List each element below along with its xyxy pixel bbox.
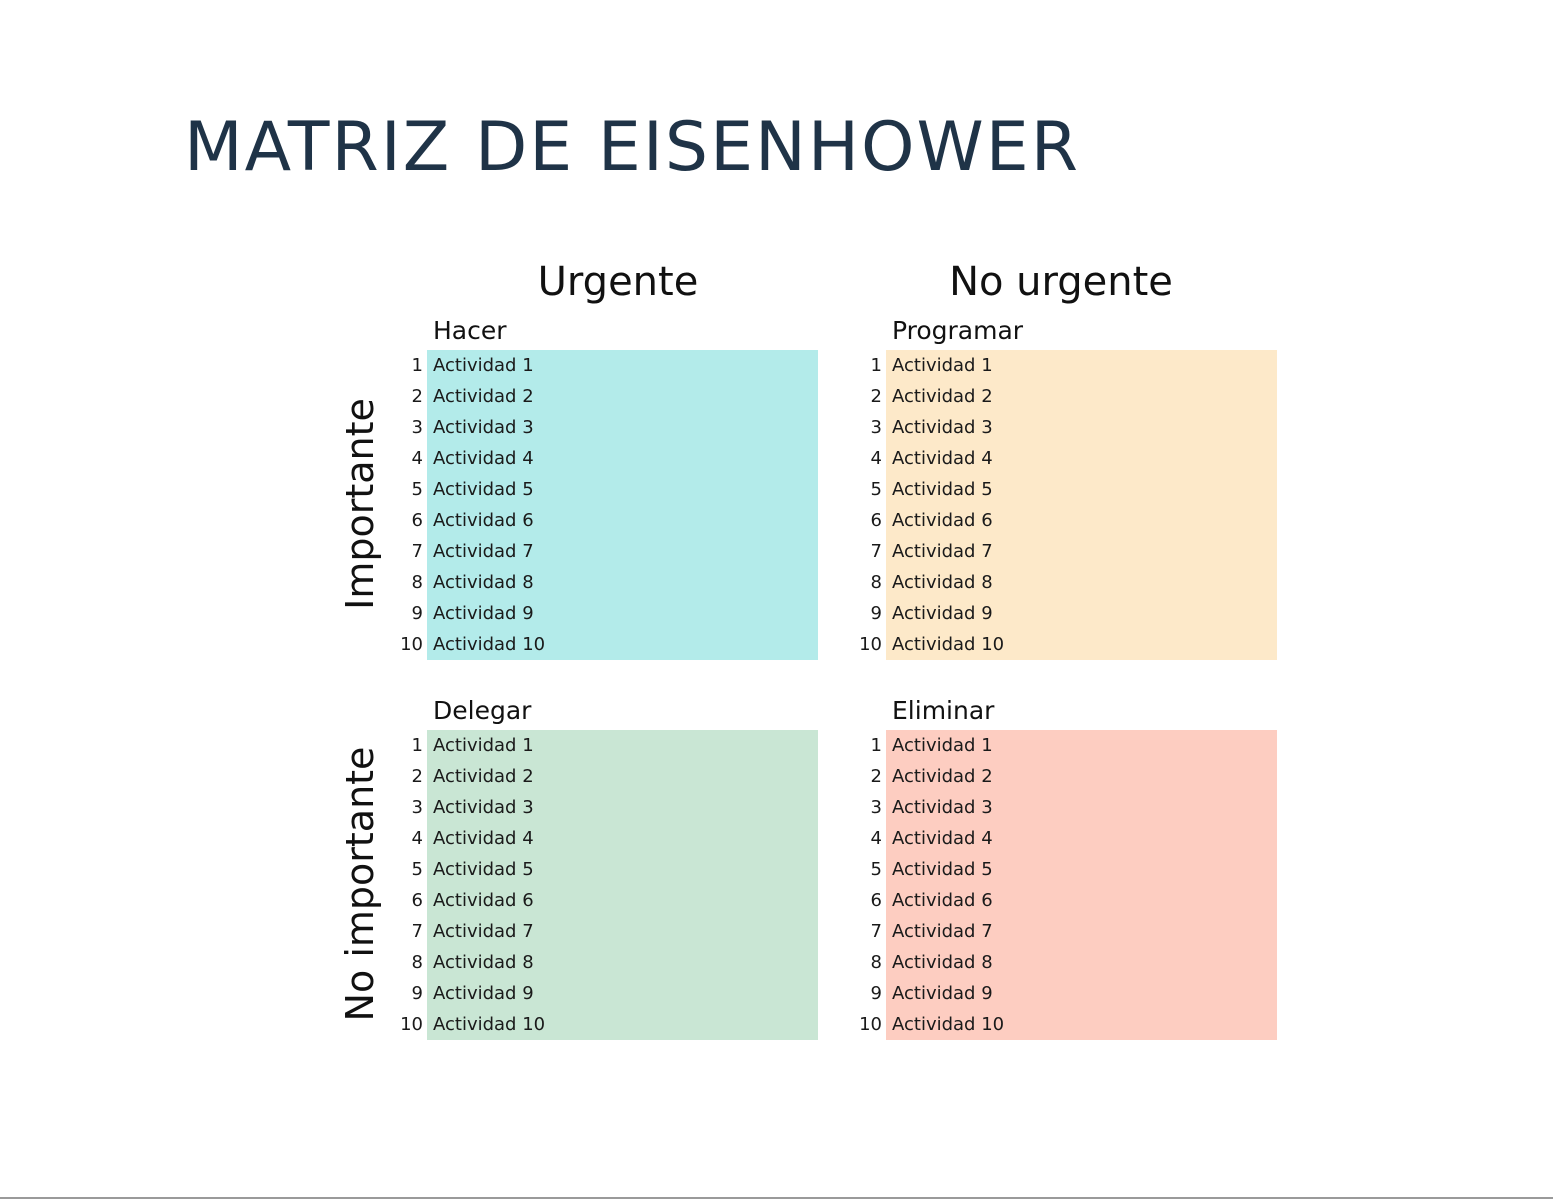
activity-text: Actividad 3 — [433, 417, 534, 438]
activity-text: Actividad 3 — [433, 797, 534, 818]
activity-number: 8 — [411, 952, 423, 973]
activity-text: Actividad 10 — [433, 1014, 546, 1035]
activity-text: Actividad 2 — [433, 386, 534, 407]
activity-text: Actividad 2 — [892, 766, 993, 787]
activity-row — [385, 629, 837, 660]
activity-row — [844, 823, 1296, 854]
activity-row — [385, 823, 837, 854]
activity-row — [844, 916, 1296, 947]
activity-text: Actividad 9 — [892, 603, 993, 624]
activity-text: Actividad 7 — [892, 541, 993, 562]
activity-row — [844, 350, 1296, 381]
activity-number: 8 — [870, 572, 882, 593]
activity-row — [385, 792, 837, 823]
activity-text: Actividad 4 — [433, 448, 534, 469]
activity-number: 8 — [411, 572, 423, 593]
activity-row — [385, 381, 837, 412]
activity-text: Actividad 5 — [433, 859, 534, 880]
activity-row — [385, 567, 837, 598]
activity-list — [385, 730, 837, 1040]
activity-text: Actividad 6 — [892, 890, 993, 911]
activity-text: Actividad 8 — [892, 952, 993, 973]
activity-number: 3 — [411, 797, 423, 818]
quadrant-title: Eliminar — [892, 696, 995, 725]
activity-row — [844, 854, 1296, 885]
page-title: MATRIZ DE EISENHOWER — [184, 108, 1081, 187]
activity-number: 7 — [870, 921, 882, 942]
activity-row — [844, 792, 1296, 823]
activity-number: 1 — [411, 735, 423, 756]
activity-text: Actividad 9 — [433, 983, 534, 1004]
activity-row — [844, 598, 1296, 629]
activity-row — [385, 916, 837, 947]
activity-row — [844, 885, 1296, 916]
quadrant-title: Delegar — [433, 696, 532, 725]
activity-number: 10 — [859, 634, 882, 655]
activity-text: Actividad 5 — [892, 859, 993, 880]
activity-row — [844, 381, 1296, 412]
activity-row — [844, 730, 1296, 761]
activity-text: Actividad 10 — [433, 634, 546, 655]
activity-text: Actividad 3 — [892, 417, 993, 438]
activity-number: 1 — [870, 735, 882, 756]
activity-row — [385, 947, 837, 978]
activity-row — [385, 885, 837, 916]
activity-text: Actividad 1 — [892, 735, 993, 756]
activity-text: Actividad 5 — [433, 479, 534, 500]
activity-text: Actividad 3 — [892, 797, 993, 818]
activity-row — [844, 1009, 1296, 1040]
activity-number: 7 — [870, 541, 882, 562]
activity-text: Actividad 4 — [433, 828, 534, 849]
activity-number: 3 — [411, 417, 423, 438]
activity-number: 2 — [870, 766, 882, 787]
activity-row — [844, 536, 1296, 567]
activity-number: 3 — [870, 417, 882, 438]
activity-row — [844, 505, 1296, 536]
activity-number: 2 — [870, 386, 882, 407]
activity-row — [844, 978, 1296, 1009]
activity-text: Actividad 6 — [433, 510, 534, 531]
activity-row — [844, 947, 1296, 978]
activity-row — [844, 412, 1296, 443]
activity-number: 6 — [411, 890, 423, 911]
row-header-not-important: No importante — [338, 746, 382, 1022]
activity-row — [844, 629, 1296, 660]
activity-number: 4 — [411, 828, 423, 849]
activity-number: 10 — [400, 634, 423, 655]
activity-number: 5 — [870, 859, 882, 880]
quadrant-title: Hacer — [433, 316, 507, 345]
activity-number: 9 — [411, 603, 423, 624]
activity-number: 2 — [411, 766, 423, 787]
activity-number: 2 — [411, 386, 423, 407]
activity-text: Actividad 1 — [433, 735, 534, 756]
activity-text: Actividad 4 — [892, 448, 993, 469]
activity-text: Actividad 9 — [892, 983, 993, 1004]
activity-row — [385, 536, 837, 567]
activity-number: 7 — [411, 541, 423, 562]
activity-text: Actividad 9 — [433, 603, 534, 624]
activity-number: 10 — [859, 1014, 882, 1035]
activity-number: 9 — [411, 983, 423, 1004]
row-header-important: Importante — [338, 398, 382, 610]
activity-list — [385, 350, 837, 660]
column-header-not-urgent: No urgente — [949, 259, 1173, 305]
activity-text: Actividad 1 — [433, 355, 534, 376]
activity-number: 9 — [870, 603, 882, 624]
activity-text: Actividad 2 — [892, 386, 993, 407]
activity-number: 5 — [411, 859, 423, 880]
activity-text: Actividad 1 — [892, 355, 993, 376]
activity-text: Actividad 6 — [433, 890, 534, 911]
activity-text: Actividad 5 — [892, 479, 993, 500]
activity-number: 10 — [400, 1014, 423, 1035]
activity-number: 4 — [870, 448, 882, 469]
activity-number: 5 — [411, 479, 423, 500]
activity-number: 6 — [411, 510, 423, 531]
activity-text: Actividad 7 — [433, 541, 534, 562]
activity-text: Actividad 10 — [892, 1014, 1005, 1035]
activity-number: 6 — [870, 890, 882, 911]
activity-row — [385, 1009, 837, 1040]
activity-number: 3 — [870, 797, 882, 818]
activity-text: Actividad 2 — [433, 766, 534, 787]
activity-row — [844, 474, 1296, 505]
activity-row — [844, 761, 1296, 792]
column-header-urgent: Urgente — [537, 259, 699, 305]
activity-text: Actividad 8 — [433, 952, 534, 973]
activity-text: Actividad 8 — [892, 572, 993, 593]
activity-row — [385, 761, 837, 792]
activity-number: 9 — [870, 983, 882, 1004]
activity-row — [385, 412, 837, 443]
activity-row — [385, 443, 837, 474]
activity-row — [385, 730, 837, 761]
quadrant-title: Programar — [892, 316, 1024, 345]
activity-text: Actividad 7 — [433, 921, 534, 942]
activity-number: 4 — [870, 828, 882, 849]
activity-row — [385, 978, 837, 1009]
activity-number: 6 — [870, 510, 882, 531]
activity-number: 4 — [411, 448, 423, 469]
activity-number: 7 — [411, 921, 423, 942]
activity-row — [385, 598, 837, 629]
activity-row — [844, 567, 1296, 598]
activity-number: 8 — [870, 952, 882, 973]
activity-list — [844, 350, 1296, 660]
activity-number: 5 — [870, 479, 882, 500]
activity-number: 1 — [870, 355, 882, 376]
activity-row — [385, 854, 837, 885]
activity-text: Actividad 7 — [892, 921, 993, 942]
activity-row — [844, 443, 1296, 474]
activity-text: Actividad 4 — [892, 828, 993, 849]
page-bottom-divider — [0, 1197, 1553, 1199]
activity-list — [844, 730, 1296, 1040]
activity-row — [385, 505, 837, 536]
activity-number: 1 — [411, 355, 423, 376]
activity-text: Actividad 8 — [433, 572, 534, 593]
activity-text: Actividad 6 — [892, 510, 993, 531]
activity-row — [385, 350, 837, 381]
activity-text: Actividad 10 — [892, 634, 1005, 655]
activity-row — [385, 474, 837, 505]
